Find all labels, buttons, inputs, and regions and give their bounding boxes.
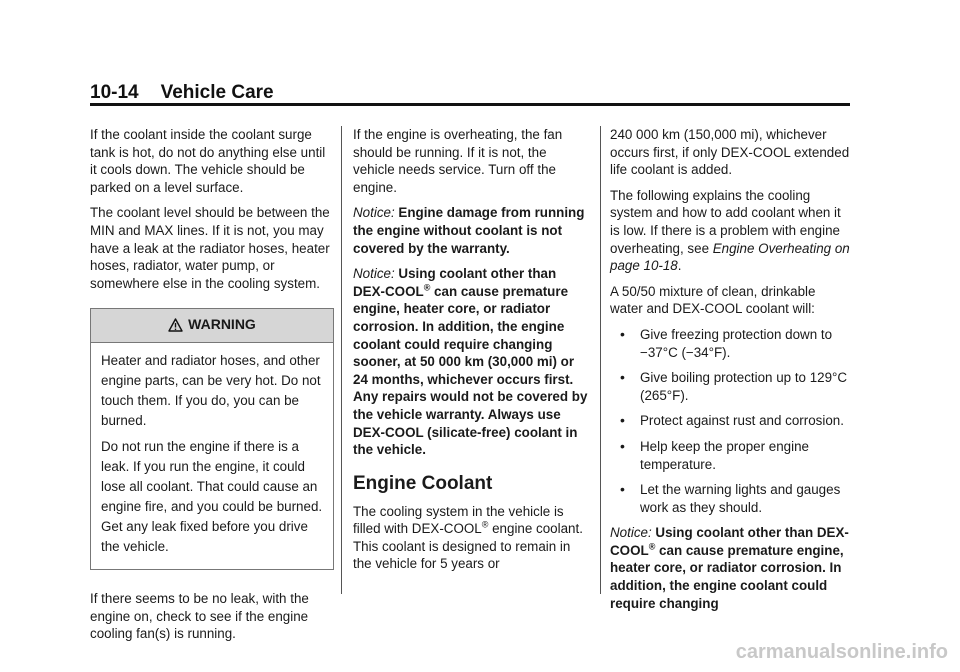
warning-text: Do not run the engine if there is a leak. If you run the engine, it could lose all coolant. That could cause an engine fire, and you could be burned. Get any leak fixed before you drive the vehicle.: [101, 438, 323, 554]
paragraph: 240 000 km (150,000 mi), whichever occurs first, if only DEX-COOL extended life coolant is added.: [610, 127, 850, 178]
registered-mark: ®: [648, 541, 656, 552]
notice-text: Using coolant other than DEX-COOL: [610, 525, 849, 558]
paragraph: If there seems to be no leak, with the engine on, check to see if the engine cooling fan(s) is running.: [90, 590, 309, 642]
list-item: • Give freezing protection down to −37°C (−34°F).: [610, 326, 850, 361]
notice-text: can cause premature engine, heater core, or radiator corrosion. In addition, the engine coolant could require changing: [610, 542, 844, 611]
paragraph: A 50/50 mixture of clean, drinkable water and DEX-COOL coolant will:: [610, 283, 816, 317]
list-item: • Give boiling protection up to 129°C (265°F).: [610, 369, 850, 404]
paragraph: [610, 187, 850, 275]
warning-header: [91, 309, 333, 343]
warning-triangle-icon: [168, 318, 183, 332]
registered-mark: ®: [423, 282, 431, 293]
list-item: • Help keep the proper engine temperature.: [610, 438, 850, 473]
column-3: [600, 126, 850, 620]
bullet-list: [610, 326, 850, 516]
notice: [353, 204, 591, 257]
paragraph: [353, 503, 591, 573]
notice-text: Using coolant other than DEX-COOL: [353, 266, 557, 299]
list-item: • Let the warning lights and gauges work as they should.: [610, 481, 850, 516]
page-header: [90, 82, 274, 104]
column-1: [90, 126, 334, 651]
section-title-header: Vehicle Care: [160, 82, 274, 103]
watermark: carmanualsonline.info: [735, 641, 948, 663]
text: .: [677, 258, 682, 274]
notice-label: Notice:: [610, 525, 652, 541]
notice: [610, 524, 850, 612]
notice-text: Engine damage from running the engine without coolant is not covered by the warranty.: [353, 205, 585, 256]
notice: [353, 265, 591, 459]
cross-reference-link[interactable]: Engine Overheating on page 10-18: [610, 240, 850, 274]
text: The following explains the cooling system and how to add coolant when it is low. If there is a problem with engine overheating, see: [610, 187, 841, 256]
header-rule: [90, 103, 850, 106]
warning-text: Heater and radiator hoses, and other engine parts, can be very hot. Do not touch them. If you do, you can be burned.: [101, 352, 321, 428]
notice-text-wrap: [353, 266, 587, 457]
page-number: 10-14: [90, 82, 139, 103]
text: engine coolant. This coolant is designed to remain in the vehicle for 5 years or: [353, 521, 583, 572]
section-heading: Engine Coolant: [353, 472, 493, 494]
paragraph: If the engine is overheating, the fan should be running. If it is not, the vehicle needs service. Turn off the engine.: [353, 127, 563, 195]
notice-label: Notice:: [353, 266, 395, 282]
column-2: [353, 126, 591, 581]
paragraph: If the coolant inside the coolant surge tank is hot, do not do anything else until it cools down. The vehicle should be parked on a level surface.: [90, 127, 326, 195]
paragraph: The coolant level should be between the MIN and MAX lines. If it is not, you may have a leak at the radiator hoses, heater hoses, radiator, water pump, or somewhere else in the cooling system.: [90, 205, 330, 291]
column-divider: [341, 126, 342, 594]
notice-text: can cause premature engine, heater core, or radiator corrosion. In addition, the engine coolant could require changing sooner, at 50 000 km (30,000 mi) or 24 months, whichever occurs first. Any repairs would not be covered by the vehicle warranty. Always use DEX-COOL (silicate-free) coolant in the vehicle.: [353, 283, 588, 458]
warning-box: [90, 308, 334, 570]
list-item: • Protect against rust and corrosion.: [610, 412, 850, 430]
text: The cooling system in the vehicle is filled with DEX-COOL: [353, 503, 564, 537]
registered-mark: ®: [481, 519, 489, 530]
warning-title: WARNING: [188, 316, 256, 333]
notice-label: Notice:: [353, 205, 395, 221]
